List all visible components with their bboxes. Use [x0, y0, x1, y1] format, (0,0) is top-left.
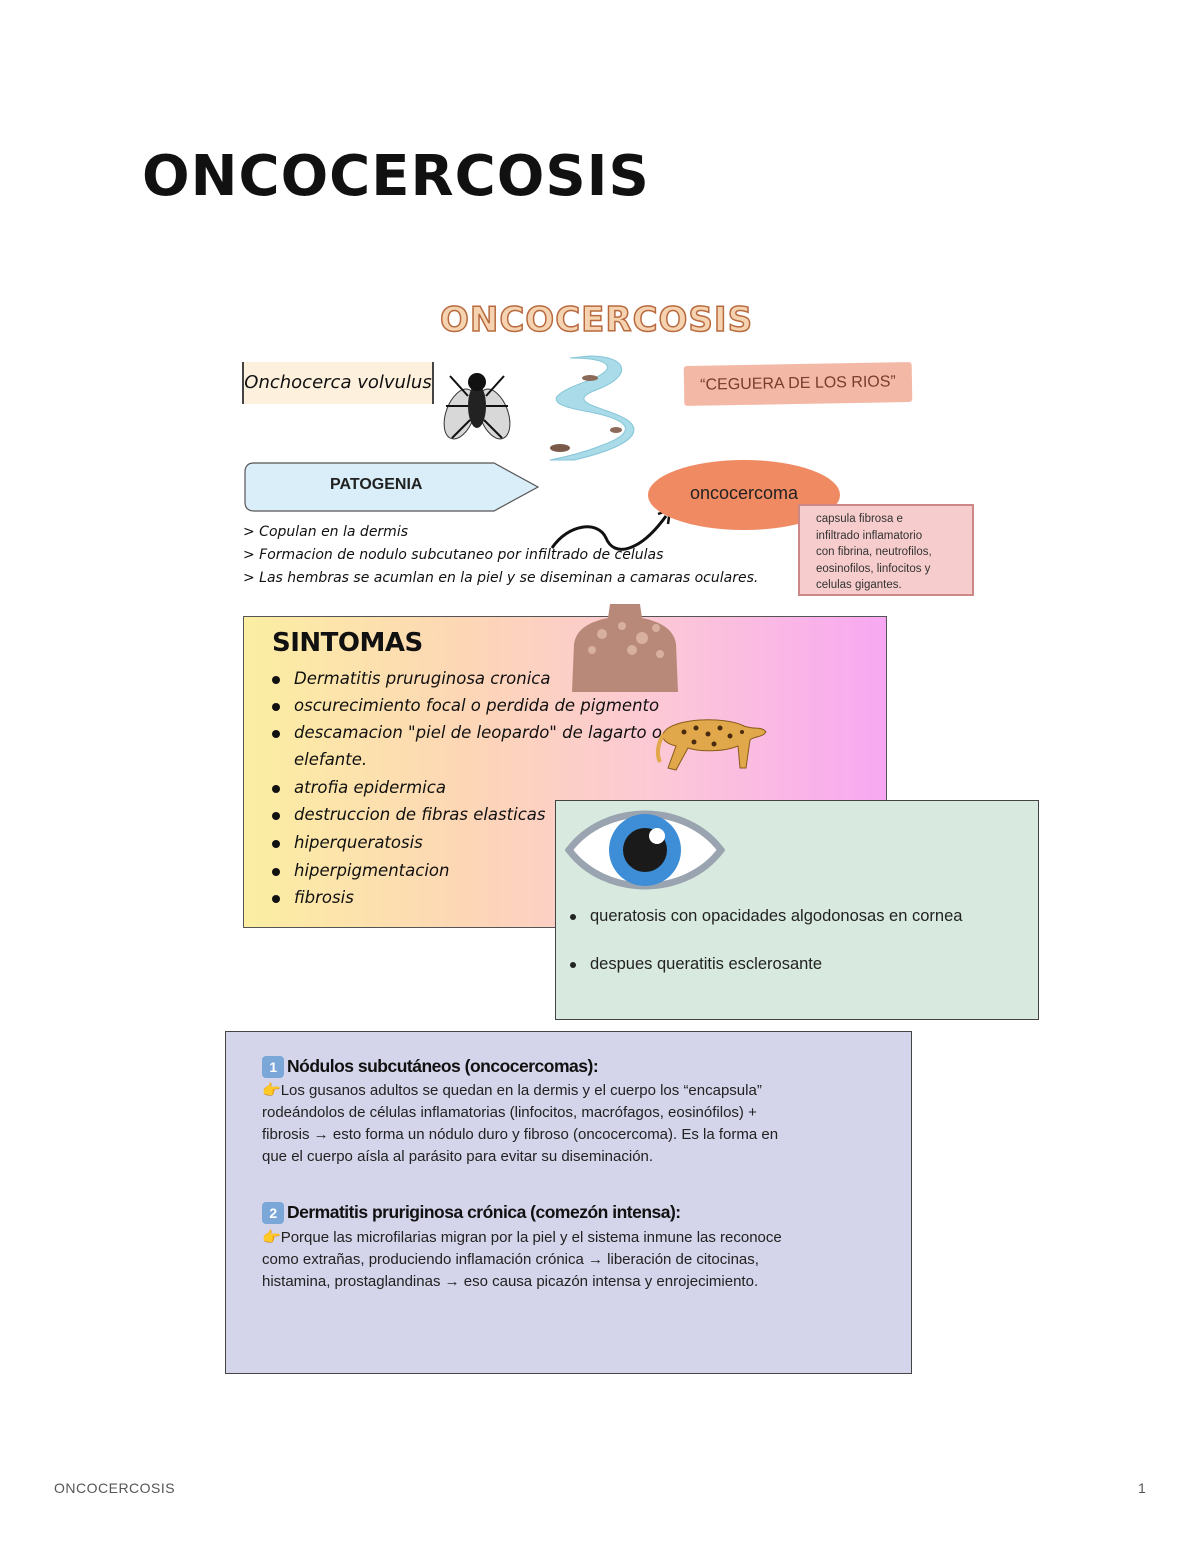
pointing-hand-icon: 👉 [262, 1229, 281, 1246]
river-icon [530, 354, 650, 462]
symptom-item: atrofia epidermica [272, 778, 446, 797]
nickname-banner: “CEGUERA DE LOS RIOS” [684, 362, 913, 406]
skin-back-icon [572, 604, 678, 692]
section-heading: 2 Dermatitis pruriginosa crónica (comezón intensa): [262, 1202, 681, 1224]
symptom-item-continuation: elefante. [294, 750, 368, 769]
capsule-line: eosinofilos, linfocitos y [816, 562, 931, 575]
symptom-item: Dermatitis pruruginosa cronica [272, 669, 550, 688]
ocular-item: despues queratitis esclerosante [570, 955, 822, 974]
section-body: 👉Los gusanos adultos se quedan en la dermis y el cuerpo los “encapsula” rodeándolos de células inflamatorias (linfocitos, macrófagos, eosinófilos) + fibrosis → esto forma un nódulo duro y fibroso (oncocercoma). Es la forma en que el cuerpo aísla al parásito para evitar su diseminación. [262, 1082, 779, 1165]
section-body: 👉Porque las microfilarias migran por la piel y el sistema inmune las reconoce como extrañas, produciendo inflamación crónica → liberación de citocinas, histamina, prostaglandinas → eso causa picazón intensa y enrojecimiento. [262, 1229, 782, 1290]
sintomas-title: SINTOMAS [272, 628, 423, 658]
capsule-line: infiltrado inflamatorio [816, 529, 923, 542]
capsule-line: capsula fibrosa e [816, 513, 903, 525]
eye-icon [565, 800, 725, 900]
number-badge: 2 [262, 1202, 284, 1224]
patogenia-line: > Formacion de nodulo subcutaneo por infiltrado de celulas [243, 547, 664, 563]
infographic-title: ONCOCERCOSIS [440, 300, 754, 340]
oncocercoma-bubble: oncocercoma [648, 460, 840, 530]
patogenia-line: > Las hembras se acumlan en la piel y se diseminan a camaras oculares. [243, 570, 759, 586]
capsule-description [798, 504, 974, 596]
symptom-item: destruccion de fibras elasticas [272, 805, 545, 824]
symptom-item: hiperpigmentacion [272, 861, 449, 880]
species-label: Onchocerca volvulus [242, 362, 434, 404]
number-badge: 1 [262, 1056, 284, 1078]
leopard-icon [654, 712, 768, 772]
fly-icon [438, 362, 516, 446]
symptom-item: fibrosis [272, 888, 354, 907]
patogenia-line: > Copulan en la dermis [243, 524, 409, 540]
page-number: 1 [1138, 1480, 1146, 1496]
page-title: ONCOCERCOSIS [142, 144, 650, 209]
patogenia-label: PATOGENIA [330, 476, 423, 493]
symptom-item: hiperqueratosis [272, 833, 423, 852]
ocular-item: queratosis con opacidades algodonosas en cornea [570, 907, 962, 926]
arrow-icon [548, 504, 678, 576]
symptom-item: descamacion "piel de leopardo" de lagarto o [272, 723, 662, 742]
section-heading: 1 Nódulos subcutáneos (oncocercomas): [262, 1056, 598, 1078]
symptom-item: oscurecimiento focal o perdida de pigmento [272, 696, 659, 715]
capsule-line: con fibrina, neutrofilos, [816, 546, 932, 558]
footer-title: ONCOCERCOSIS [54, 1480, 176, 1496]
pointing-hand-icon: 👉 [262, 1082, 281, 1099]
capsule-line: celulas gigantes. [816, 579, 902, 591]
